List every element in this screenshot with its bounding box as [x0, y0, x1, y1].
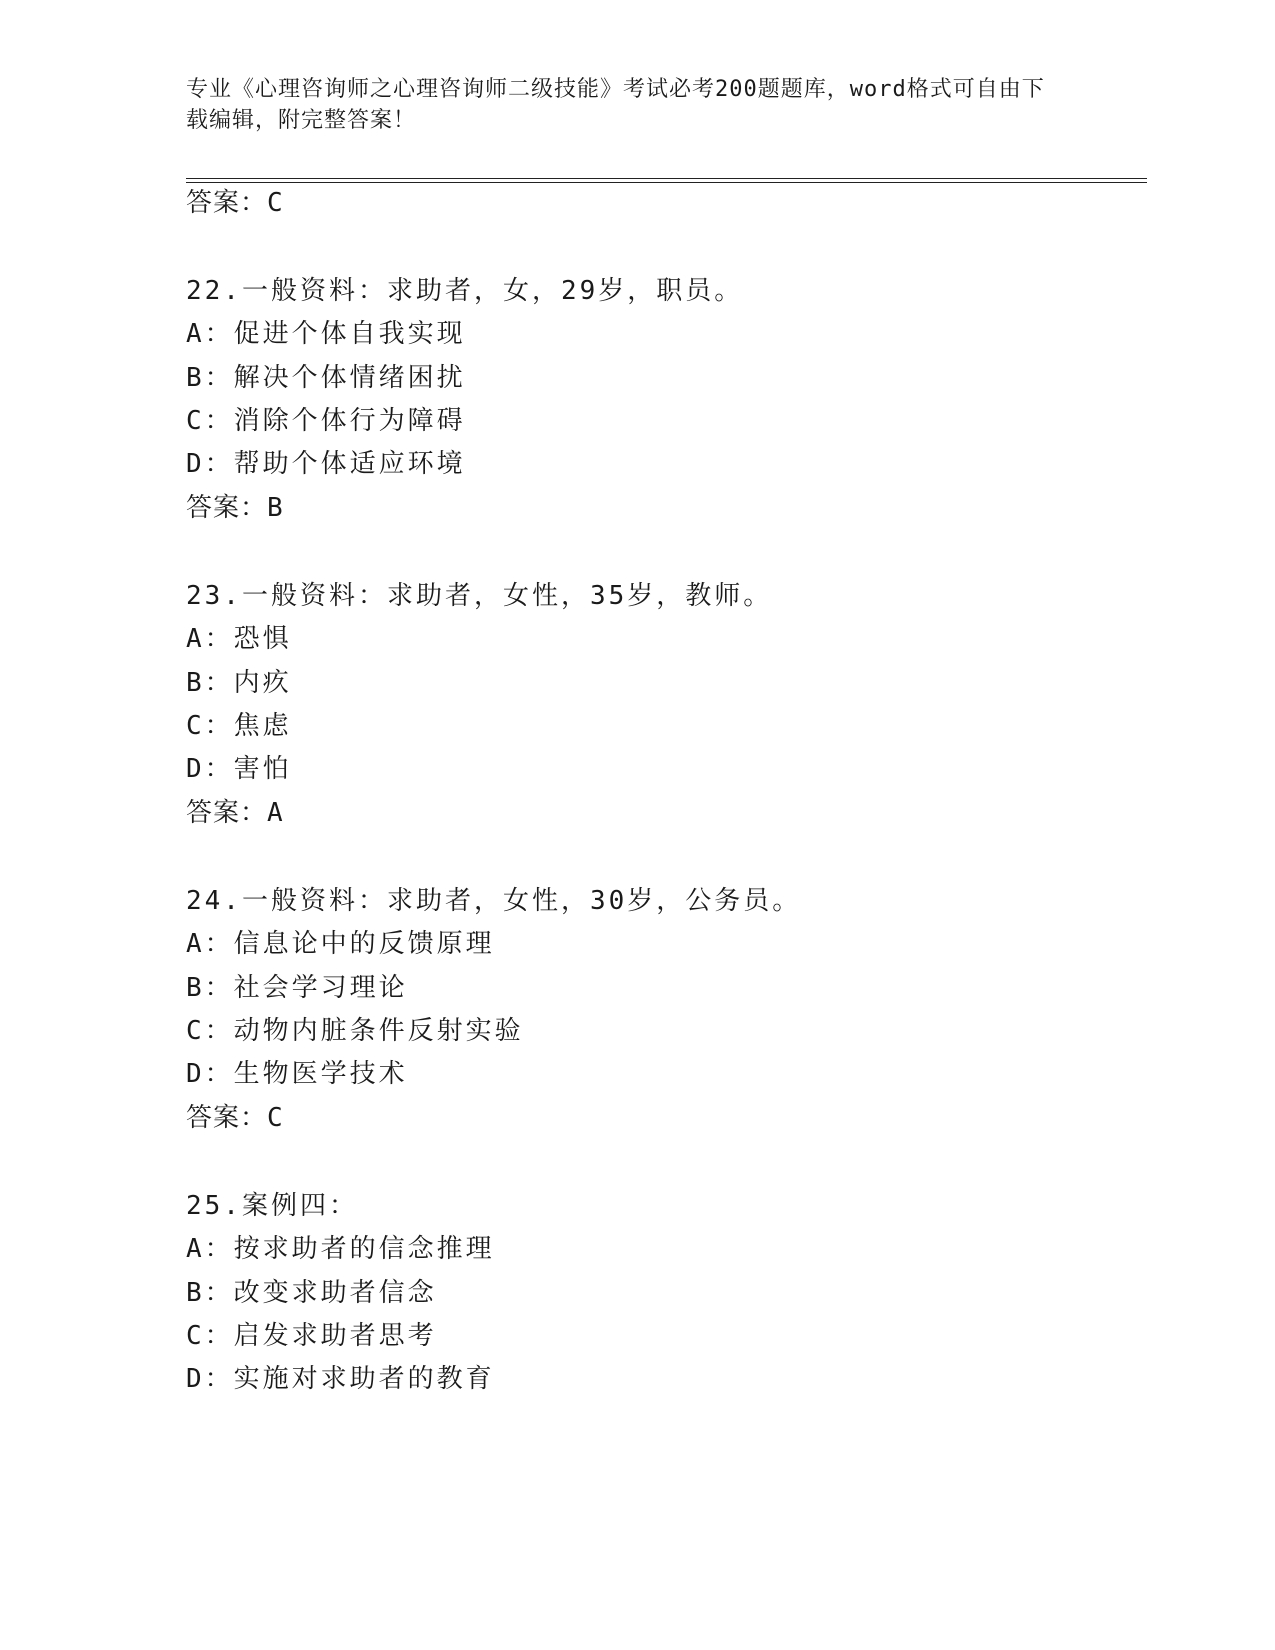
question-stem: 22.一般资料：求助者，女，29岁，职员。	[186, 276, 744, 306]
option-a: A：按求助者的信念推理	[186, 1234, 495, 1264]
question-stem: 23.一般资料：求助者，女性，35岁，教师。	[186, 581, 773, 611]
header-divider-top	[186, 178, 1147, 179]
answer-line: 答案：B	[186, 493, 284, 523]
option-c: C：启发求助者思考	[186, 1321, 437, 1351]
option-c: C：焦虑	[186, 711, 292, 741]
header-intro-text: 专业《心理咨询师之心理咨询师二级技能》考试必考200题题库，word格式可自由下载编辑，附完整答案！	[186, 77, 1045, 133]
option-d: D：实施对求助者的教育	[186, 1364, 495, 1394]
option-b: B：改变求助者信念	[186, 1278, 437, 1308]
answer-line: 答案：A	[186, 798, 284, 828]
question-stem: 24.一般资料：求助者，女性，30岁，公务员。	[186, 886, 802, 916]
option-a: A：恐惧	[186, 624, 292, 654]
answer-line: 答案：C	[186, 1103, 284, 1133]
document-header	[186, 74, 1066, 136]
option-d: D：生物医学技术	[186, 1059, 408, 1089]
option-d: D：害怕	[186, 754, 292, 784]
option-d: D：帮助个体适应环境	[186, 449, 466, 479]
option-a: A：促进个体自我实现	[186, 319, 466, 349]
option-b: B：社会学习理论	[186, 973, 408, 1003]
header-divider-bottom	[186, 182, 1147, 183]
option-a: A：信息论中的反馈原理	[186, 929, 495, 959]
answer-line: 答案：C	[186, 188, 284, 218]
option-b: B：内疚	[186, 668, 292, 698]
option-b: B：解决个体情绪困扰	[186, 363, 466, 393]
option-c: C：动物内脏条件反射实验	[186, 1016, 524, 1046]
question-stem: 25.案例四：	[186, 1191, 358, 1221]
option-c: C：消除个体行为障碍	[186, 406, 466, 436]
